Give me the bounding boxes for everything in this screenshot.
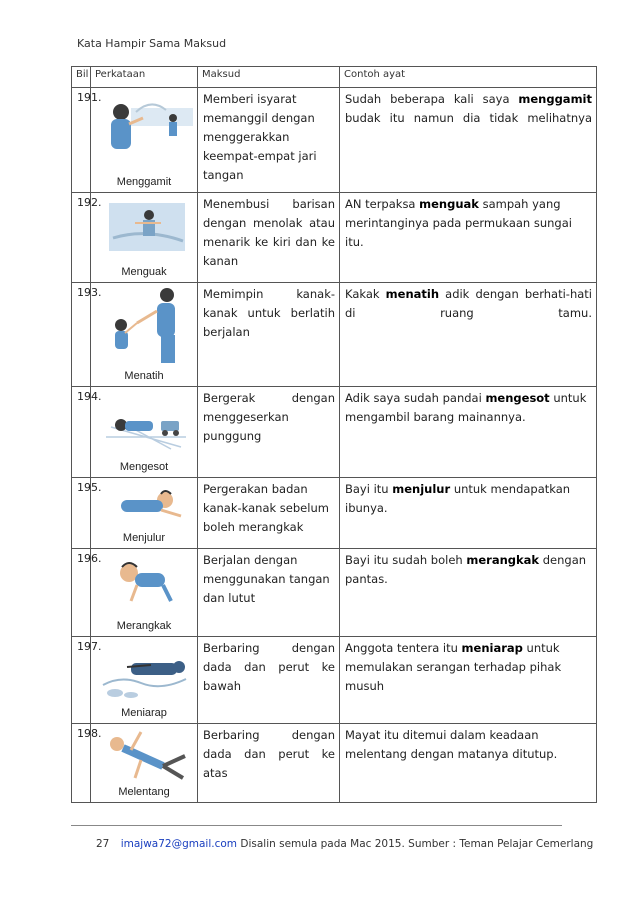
footer-divider (71, 825, 562, 826)
illustration-caption: Menatih (124, 370, 164, 382)
table-row (72, 724, 597, 803)
ayat-text: Kakak (345, 287, 380, 301)
maksud-text: Pergerakan badan kanak-kanak sebelum boleh merangkak (198, 478, 340, 549)
highlight-word: menatih (385, 287, 440, 301)
ayat-text: sampah yang merintanginya pada permukaan sungai itu. (345, 197, 572, 249)
table-row (72, 478, 597, 549)
illustration-cell (91, 88, 198, 193)
maksud-text: Bergerak dengan menggeserkan punggung (198, 387, 340, 478)
table-row (72, 283, 597, 387)
ayat-text: Mayat itu ditemui dalam keadaan (345, 728, 539, 742)
illustration-cell (91, 724, 198, 803)
ayat-text: Adik saya sudah pandai (345, 391, 482, 405)
row-number: 198. (72, 724, 91, 803)
contoh-ayat (340, 478, 597, 549)
ayat-text: Sudah beberapa kali saya (345, 92, 510, 106)
maksud-text: Berjalan dengan menggunakan tangan dan lutut (198, 549, 340, 637)
contoh-ayat (340, 724, 597, 803)
ayat-text: melentang dengan matanya ditutup. (345, 747, 558, 761)
illustration-caption: Merangkak (116, 620, 172, 632)
table-row (72, 88, 597, 193)
illustration-caption: Mengesot (119, 461, 169, 473)
highlight-word: menjulur (392, 482, 451, 496)
row-number: 195. (72, 478, 91, 549)
contoh-ayat (340, 193, 597, 283)
row-number: 192. (72, 193, 91, 283)
source-note: Disalin semula pada Mac 2015. Sumber : Teman Pelajar Cemerlang (240, 838, 594, 850)
page-number: 27 (96, 838, 110, 850)
illustration-cell (91, 283, 198, 387)
ayat-text: Anggota tentera itu (345, 641, 458, 655)
illustration-cell (91, 193, 198, 283)
ayat-text: dengan pantas. (345, 553, 587, 586)
ayat-text: AN terpaksa (345, 197, 416, 211)
table-row (72, 549, 597, 637)
maksud-text: Memimpin kanak-kanak untuk berlatih berjalan (198, 283, 340, 387)
illustration-cell (91, 637, 198, 724)
ayat-text: untuk mendapatkan ibunya. (345, 482, 571, 515)
illustration-caption: Menguak (121, 266, 167, 278)
row-number: 197. (72, 637, 91, 724)
contoh-ayat (340, 387, 597, 478)
maksud-text: Berbaring dengan dada dan perut ke bawah (198, 637, 340, 724)
table-row (72, 193, 597, 283)
col-header-contoh-ayat: Contoh ayat (340, 67, 597, 88)
illustration-caption: Menggamit (116, 176, 172, 188)
vocabulary-table (71, 66, 597, 803)
highlight-word: menggamit (518, 92, 592, 106)
illustration-caption: Meniarap (121, 707, 167, 719)
ayat-text: Bayi itu (345, 482, 389, 496)
illustration-caption: Melentang (118, 786, 170, 798)
col-header-maksud: Maksud (198, 67, 340, 88)
ayat-text: untuk memulakan serangan terhadap pihak musuh (345, 641, 562, 693)
illustration-cell (91, 549, 198, 637)
col-header-bil: Bil (72, 67, 91, 88)
contoh-ayat (340, 283, 597, 387)
contoh-ayat (340, 637, 597, 724)
row-number: 193. (72, 283, 91, 387)
row-number: 196. (72, 549, 91, 637)
contoh-ayat (340, 88, 597, 193)
highlight-word: mengesot (485, 391, 550, 405)
ayat-text: Bayi itu sudah boleh (345, 553, 463, 567)
table-header-row (72, 67, 597, 88)
illustration-caption: Menjulur (122, 532, 166, 544)
contoh-ayat (340, 549, 597, 637)
illustration-cell (91, 387, 198, 478)
illustration-cell (91, 478, 198, 549)
page-title: Kata Hampir Sama Maksud (77, 37, 227, 50)
ayat-text: untuk mengambil barang mainannya. (345, 391, 587, 424)
email-link[interactable]: imajwa72@gmail.com (120, 838, 238, 850)
ayat-text: budak itu namun dia tidak melihatnya (345, 111, 592, 125)
highlight-word: meniarap (461, 641, 523, 655)
maksud-text: Berbaring dengan dada dan perut ke atas (198, 724, 340, 803)
col-header-perkataan: Perkataan (91, 67, 198, 88)
row-number: 194. (72, 387, 91, 478)
maksud-text: Memberi isyarat memanggil dengan menggerakkan keempat-empat jari tangan (198, 88, 340, 193)
highlight-word: merangkak (466, 553, 540, 567)
table-row (72, 387, 597, 478)
table-row (72, 637, 597, 724)
ayat-text: adik dengan berhati-hati di ruang tamu. (345, 287, 592, 320)
row-number: 191. (72, 88, 91, 193)
page-footer (96, 838, 593, 850)
maksud-text: Menembusi barisan dengan menolak atau menarik ke kiri dan ke kanan (198, 193, 340, 283)
highlight-word: menguak (419, 197, 479, 211)
